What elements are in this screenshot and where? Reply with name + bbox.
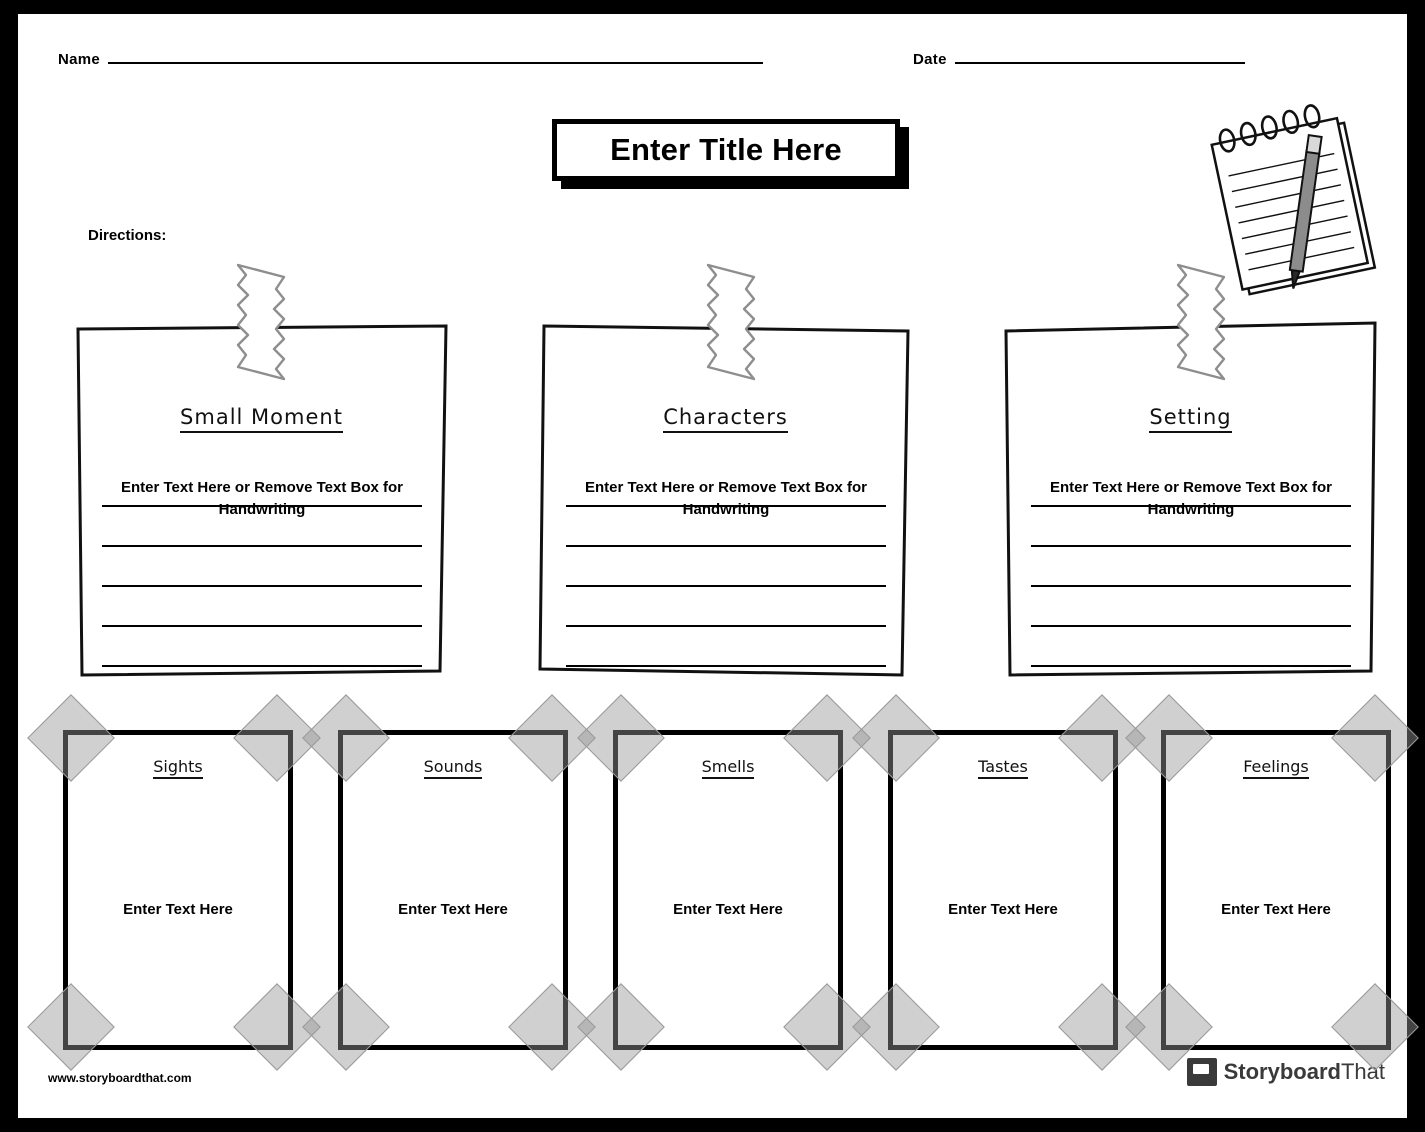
writing-line: [102, 627, 422, 667]
top-card-title: Small Moment: [74, 405, 449, 429]
brand-name-bold: Storyboard: [1223, 1059, 1341, 1084]
writing-line: [1031, 587, 1351, 627]
writing-line: [566, 587, 886, 627]
date-label: Date: [913, 51, 947, 68]
brand-name: [1224, 1059, 1385, 1085]
sense-card-placeholder[interactable]: Enter Text Here: [948, 901, 1058, 918]
writing-line: [566, 627, 886, 667]
writing-line: [102, 587, 422, 627]
sense-card-placeholder[interactable]: Enter Text Here: [398, 901, 508, 918]
writing-line: [102, 547, 422, 587]
name-field-row: [58, 52, 763, 67]
top-card-title: Setting: [1003, 405, 1378, 429]
writing-line: [566, 547, 886, 587]
sense-card-title: Sounds: [343, 757, 563, 776]
sense-card-title: Feelings: [1166, 757, 1386, 776]
date-input-line[interactable]: [955, 62, 1245, 64]
top-card-placeholder[interactable]: Enter Text Here or Remove Text Box for Handwriting: [120, 479, 404, 518]
sense-card-title: Smells: [618, 757, 838, 776]
sense-card-placeholder[interactable]: Enter Text Here: [673, 901, 783, 918]
writing-line: [1031, 547, 1351, 587]
site-url: www.storyboardthat.com: [48, 1071, 192, 1085]
tape-strip-icon: [1166, 257, 1236, 387]
sense-card-title: Sights: [68, 757, 288, 776]
top-card-placeholder[interactable]: Enter Text Here or Remove Text Box for Handwriting: [584, 479, 868, 518]
directions-label: Directions:: [88, 227, 167, 244]
date-field-row: [913, 52, 1245, 67]
top-card-title: Characters: [538, 405, 913, 429]
title-box[interactable]: [552, 119, 900, 181]
brand-logo: [1187, 1058, 1385, 1086]
name-label: Name: [58, 51, 101, 68]
brand-name-light: That: [1340, 1059, 1385, 1084]
name-input-line[interactable]: [108, 62, 763, 64]
tape-strip-icon: [226, 257, 296, 387]
title-text: Enter Title Here: [610, 132, 842, 167]
tape-strip-icon: [696, 257, 766, 387]
speech-bubble-icon: [1187, 1058, 1217, 1086]
sense-card-placeholder[interactable]: Enter Text Here: [123, 901, 233, 918]
sense-card-placeholder[interactable]: Enter Text Here: [1221, 901, 1331, 918]
sense-card-title: Tastes: [893, 757, 1113, 776]
top-card-placeholder[interactable]: Enter Text Here or Remove Text Box for Handwriting: [1049, 479, 1333, 518]
worksheet-sheet: [18, 14, 1407, 1118]
writing-line: [1031, 627, 1351, 667]
